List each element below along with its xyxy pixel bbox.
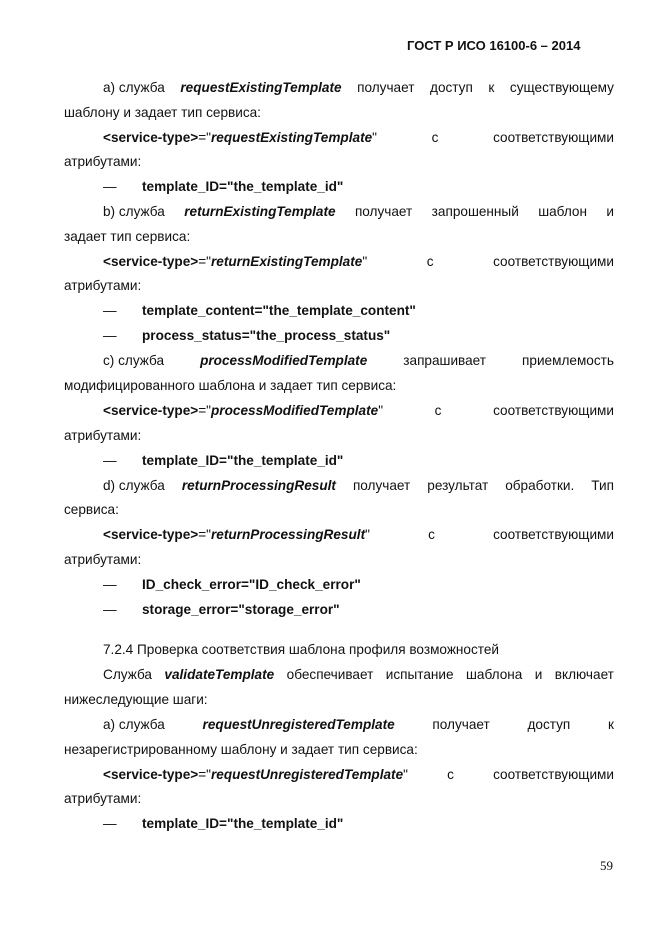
word: с [428,527,435,542]
word: к [488,80,495,95]
service-type-tag: <service-type> [103,130,199,145]
item-c-service-type [103,402,614,420]
word: доступ [430,80,473,95]
attributes-label: атрибутами: [64,552,142,567]
item-b-service-type [103,253,614,271]
word: получает [357,80,415,95]
word: и [534,667,543,682]
page-number: 59 [600,858,613,873]
service-type-value: returnProcessingResult [211,527,366,542]
word: обеспечивает [286,667,374,682]
section-intro-line2: нижеследующие шаги: [64,692,208,707]
item-c-service-name: processModifiedTemplate [200,353,368,368]
service-type-value: returnExistingTemplate [211,254,363,269]
eq: =" [198,403,211,418]
word: соответствующими [493,767,614,782]
attributes-label: атрибутами: [64,428,142,443]
quote: " [378,403,384,418]
item-b-line2: задает тип сервиса: [64,229,191,244]
dash: — [103,303,117,318]
service-type-tag: <service-type> [103,403,199,418]
eq: =" [198,767,211,782]
section-a-line2: незарегистрированному шаблону и задает тип сервиса: [64,742,418,757]
item-d-service-type [103,526,614,544]
item-b-prefix: b) служба [103,204,165,219]
item-c-line2: модифицированного шаблона и задает тип сервиса: [64,378,397,393]
item-a-service-type [103,129,614,147]
attributes-label: атрибутами: [64,154,142,169]
section-service-name: validateTemplate [164,667,275,682]
quote: " [372,130,377,145]
dash: — [103,816,117,831]
eq: =" [198,254,211,269]
word: результат [427,478,489,493]
section-heading: 7.2.4 Проверка соответствия шаблона профиля возможностей [103,642,500,657]
attributes-label: атрибутами: [64,791,142,806]
word: с [431,130,439,145]
word: а) служба [103,717,165,732]
word: получает [354,204,413,219]
item-d-line1 [103,477,614,495]
eq: =" [198,130,211,145]
word: получает [432,717,490,732]
attribute: storage_error="storage_error" [142,602,340,617]
service-type-tag: <service-type> [103,527,199,542]
item-d-prefix: d) служба [103,478,165,493]
attribute: template_ID="the_template_id" [142,453,344,468]
quote: " [403,767,408,782]
quote: " [365,527,370,542]
page-header: ГОСТ Р ИСО 16100-6 – 2014 [407,38,581,53]
word: соответствующими [493,254,614,269]
attribute: template_ID="the_template_id" [142,816,344,831]
word: шаблона [465,667,523,682]
word: Служба [103,667,152,682]
word: с [426,254,434,269]
dash: — [103,453,117,468]
dash: — [103,577,117,592]
attribute: template_content="the_template_content" [142,303,416,318]
quote: " [362,254,368,269]
attributes-label: атрибутами: [64,278,142,293]
word: запрашивает [403,353,487,368]
service-type-value: requestUnregisteredTemplate [211,767,404,782]
word: соответствующими [493,527,614,542]
eq: =" [198,527,211,542]
attribute: template_ID="the_template_id" [142,179,344,194]
word: Тип [591,478,614,493]
item-b-service-name: returnExistingTemplate [184,204,336,219]
section-a-service-name: requestUnregisteredTemplate [202,717,395,732]
section-a-line1 [103,716,614,734]
word: испытание [385,667,454,682]
section-intro-line1 [103,666,614,684]
word: соответствующими [493,403,614,418]
word: с [434,403,442,418]
word: к [608,717,614,732]
item-c-line1 [103,352,614,370]
attribute: ID_check_error="ID_check_error" [142,577,361,592]
service-type-tag: <service-type> [103,254,199,269]
service-type-tag: <service-type> [103,767,199,782]
section-a-service-type [103,766,614,784]
word: и [606,204,614,219]
item-a-service-name: requestExistingTemplate [180,80,342,95]
dash: — [103,328,117,343]
word: с [447,767,454,782]
item-d-line2: сервиса: [64,502,119,517]
item-d-service-name: returnProcessingResult [181,478,336,493]
word: соответствующими [493,130,614,145]
word: шаблон [538,204,587,219]
item-a-prefix: а) служба [103,80,165,95]
service-type-value: requestExistingTemplate [211,130,373,145]
word: доступ [527,717,571,732]
dash: — [103,602,117,617]
item-a-line2: шаблону и задает тип сервиса: [64,105,261,120]
word: включает [554,667,614,682]
word: получает [352,478,411,493]
dash: — [103,179,117,194]
word: запрошенный [431,204,519,219]
item-a-line1 [103,79,614,97]
word: приемлемость [522,353,614,368]
attribute: process_status="the_process_status" [142,328,391,343]
word: обработки. [505,478,575,493]
item-b-line1 [103,203,614,221]
service-type-value: processModifiedTemplate [211,403,379,418]
item-c-prefix: c) служба [103,353,165,368]
word: существующему [509,80,614,95]
